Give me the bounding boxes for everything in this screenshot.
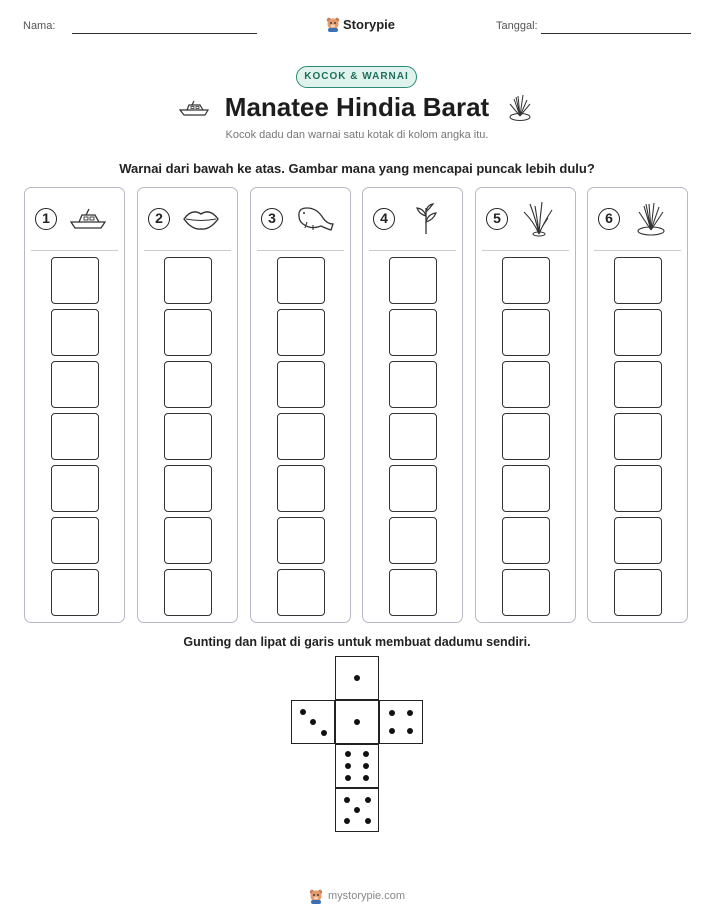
column-divider <box>144 250 231 251</box>
dice-pip <box>363 751 369 757</box>
page-title: Manatee Hindia Barat <box>224 92 490 122</box>
dice-pip <box>365 797 371 803</box>
dice-face-4 <box>379 700 423 744</box>
column-header <box>251 188 350 250</box>
coloring-instruction: Warnai dari bawah ke atas. Gambar mana yang mencapai puncak lebih dulu? <box>119 161 595 176</box>
dice-pip <box>363 775 369 781</box>
dice-pip <box>321 730 327 736</box>
color-box[interactable] <box>502 517 550 564</box>
name-line <box>72 33 257 34</box>
color-box[interactable] <box>389 361 437 408</box>
column-number: 3 <box>261 208 283 230</box>
column-header <box>25 188 124 250</box>
color-box[interactable] <box>164 413 212 460</box>
plant-icon <box>405 200 447 238</box>
color-box[interactable] <box>277 517 325 564</box>
seagrass-icon <box>518 200 560 238</box>
color-box[interactable] <box>389 257 437 304</box>
color-box[interactable] <box>51 309 99 356</box>
column-divider <box>482 250 569 251</box>
worksheet-header <box>0 16 714 40</box>
color-box[interactable] <box>51 517 99 564</box>
color-box[interactable] <box>164 517 212 564</box>
column-header <box>476 188 575 250</box>
date-line <box>541 33 691 34</box>
grass-clump-icon <box>630 200 672 238</box>
column-number: 1 <box>35 208 57 230</box>
color-box[interactable] <box>277 569 325 616</box>
column-header <box>138 188 237 250</box>
column-divider <box>31 250 118 251</box>
color-box[interactable] <box>277 257 325 304</box>
dice-pip <box>344 818 350 824</box>
color-box[interactable] <box>502 361 550 408</box>
lips-icon <box>180 200 222 238</box>
column-3 <box>250 187 351 623</box>
color-box[interactable] <box>51 361 99 408</box>
dice-pip <box>389 710 395 716</box>
footer-url: mystorypie.com <box>327 890 406 902</box>
column-divider <box>594 250 681 251</box>
column-4 <box>362 187 463 623</box>
color-box[interactable] <box>277 465 325 512</box>
column-header <box>588 188 687 250</box>
color-box[interactable] <box>389 413 437 460</box>
dice-pip <box>345 763 351 769</box>
dice-pip <box>389 728 395 734</box>
dice-face-1 <box>335 700 379 744</box>
dice-pip <box>407 710 413 716</box>
dice-pip <box>363 763 369 769</box>
column-number: 4 <box>373 208 395 230</box>
color-box[interactable] <box>164 569 212 616</box>
dice-pip <box>365 818 371 824</box>
column-number: 2 <box>148 208 170 230</box>
color-box[interactable] <box>502 309 550 356</box>
dice-pip <box>354 675 360 681</box>
color-box[interactable] <box>51 465 99 512</box>
activity-badge: KOCOK & WARNAI <box>296 66 417 88</box>
name-label: Nama: <box>23 20 56 32</box>
color-box[interactable] <box>502 257 550 304</box>
footer <box>0 888 714 904</box>
color-box[interactable] <box>614 569 662 616</box>
date-label: Tanggal: <box>496 20 538 32</box>
color-box[interactable] <box>164 465 212 512</box>
color-box[interactable] <box>614 257 662 304</box>
dice-pip <box>300 709 306 715</box>
color-box[interactable] <box>389 309 437 356</box>
color-box[interactable] <box>389 569 437 616</box>
color-box[interactable] <box>51 257 99 304</box>
dice-pip <box>310 719 316 725</box>
color-box[interactable] <box>614 465 662 512</box>
column-divider <box>257 250 344 251</box>
color-box[interactable] <box>614 413 662 460</box>
grass-clump-icon <box>505 92 535 122</box>
dice-pip <box>344 797 350 803</box>
column-6 <box>587 187 688 623</box>
color-box[interactable] <box>389 517 437 564</box>
color-box[interactable] <box>164 309 212 356</box>
column-5 <box>475 187 576 623</box>
color-box[interactable] <box>277 309 325 356</box>
bear-logo-icon <box>309 888 323 904</box>
color-box[interactable] <box>164 361 212 408</box>
color-box[interactable] <box>614 517 662 564</box>
column-1 <box>24 187 125 623</box>
color-box[interactable] <box>614 361 662 408</box>
color-box[interactable] <box>164 257 212 304</box>
color-box[interactable] <box>502 569 550 616</box>
dice-pip <box>354 807 360 813</box>
dice-face-6 <box>335 744 379 788</box>
color-box[interactable] <box>614 309 662 356</box>
color-box[interactable] <box>502 413 550 460</box>
color-box[interactable] <box>389 465 437 512</box>
dice-face-5 <box>335 788 379 832</box>
color-box[interactable] <box>277 361 325 408</box>
boat-icon <box>67 200 109 238</box>
brand-logo <box>326 16 395 32</box>
page-subtitle: Kocok dadu dan warnai satu kotak di kolom angka itu. <box>225 129 489 141</box>
color-box[interactable] <box>51 569 99 616</box>
bear-logo-icon <box>326 16 340 32</box>
column-number: 6 <box>598 208 620 230</box>
column-2 <box>137 187 238 623</box>
dice-pip <box>345 775 351 781</box>
dice-pip <box>354 719 360 725</box>
cut-instruction: Gunting dan lipat di garis untuk membuat dadumu sendiri. <box>183 635 531 649</box>
column-divider <box>369 250 456 251</box>
dice-pip <box>407 728 413 734</box>
color-box[interactable] <box>502 465 550 512</box>
column-number: 5 <box>486 208 508 230</box>
brand-name: Storypie <box>343 16 396 32</box>
dice-face-3 <box>291 700 335 744</box>
color-box[interactable] <box>277 413 325 460</box>
column-header <box>363 188 462 250</box>
dice-face-1 <box>335 656 379 700</box>
color-box[interactable] <box>51 413 99 460</box>
dice-pip <box>345 751 351 757</box>
manatee-icon <box>293 200 335 238</box>
